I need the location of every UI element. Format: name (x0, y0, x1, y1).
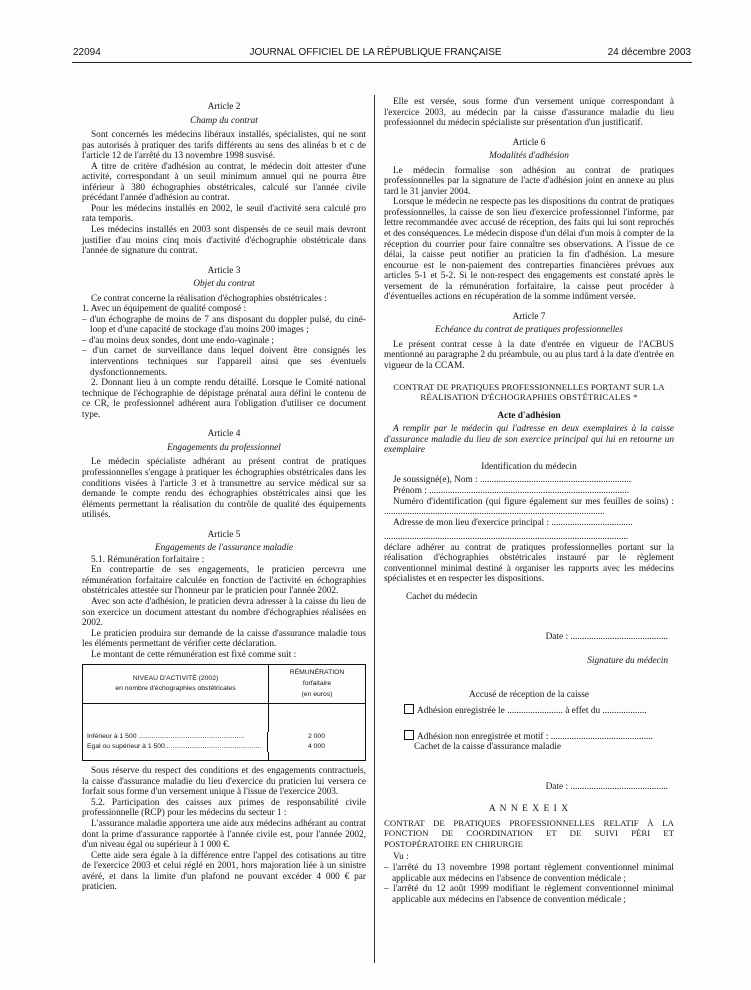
paragraph: Le présent contrat cesse à la date d'entrée en vigueur de l'ACBUS mentionné au paragraphe 2 du préambule, ou au plus tard à la date d'entrée en vigueur de la CCAM. (384, 339, 674, 372)
paragraph: Elle est versée, sous forme d'un versement unique correspondant à l'exercice 2003, au médecin par la caisse d'assurance maladie du lieu professionnel du médecin spécialiste sur présentation d'un justificatif. (384, 97, 674, 129)
doctor-stamp-label: Cachet du médecin (406, 591, 478, 602)
journal-title: JOURNAL OFFICIEL DE LA RÉPUBLIQUE FRANÇAISE (249, 47, 502, 58)
annex-title: A N N E X E I X (488, 804, 570, 815)
article-6-title: Article 6 (512, 137, 546, 148)
paragraph: Le médecin formalise son adhésion au contrat de pratiques professionnelles par la signature de l'acte d'adhésion joint en annexe au plus tard le 31 janvier 2004. (384, 165, 674, 197)
paragraph: 5.1. Rémunération forfaitaire : (91, 554, 205, 565)
table-cell-level: Egal ou supérieur à 1 500................................................... (83, 742, 268, 752)
article-3-title: Article 3 (207, 265, 241, 276)
list-item: – l'arrêté du 13 novembre 1998 portant règlement conventionnel minimal applicable aux médecins en l'absence de convention médicale ; (384, 862, 674, 884)
header-text: NIVEAU D'ACTIVITÉ (2002) (132, 674, 219, 682)
registered-label: Adhésion enregistrée le ........................ à effet du ................... (417, 706, 647, 717)
contract-title: CONTRAT DE PRATIQUES PROFESSIONNELLES PORTANT SUR LA RÉALISATION D'ÉCHOGRAPHIES OBSTÉTRICALES * (393, 381, 665, 403)
table-cell-level: Inférieur à 1 500 ........................................................ (83, 732, 268, 742)
column-divider (374, 95, 375, 963)
table-header (83, 665, 365, 704)
table-row (83, 742, 365, 752)
blank-line: ......................................................................................................... (384, 532, 629, 543)
issue-date: 24 décembre 2003 (607, 47, 691, 58)
header-text: forfaitaire (302, 679, 332, 687)
right-column (384, 97, 674, 905)
paragraph: 1. Avec un équipement de qualité composé : (82, 304, 247, 315)
header-text: (en euros) (301, 690, 333, 698)
article-2-title: Article 2 (207, 102, 241, 112)
paragraph: 2. Donnant lieu à un compte rendu détaillé. Lorsque le Comité national technique de l'échographie de dépistage prénatal aura défini le contenu de ce CR, le professionnel adhérent aura l'obligation d'utiliser ce document type. (82, 378, 366, 420)
header-remuneration (269, 668, 365, 700)
paragraph: L'assurance maladie apportera une aide aux médecins adhérant au contrat dont la prime d'assurance rapportée à l'année civile est, pour l'année 2002, d'un niveau égal ou supérieur à 1 000 €. (82, 818, 366, 851)
article-6-subtitle: Modalités d'adhésion (489, 151, 569, 162)
list-item: – d'un carnet de surveillance dans lequel doivent être consignés les interventions techniques sur l'appareil ainsi que ses éventuels dysfonctionnements. (82, 346, 366, 378)
table-spacer (83, 752, 365, 760)
date-field: Date : .......................................... (545, 632, 668, 643)
acte-instructions: A remplir par le médecin qui l'adresse en deux exemplaires à la caisse d'assurance maladie du lieu de son exercice principal qui lui en retourne un exemplaire (384, 424, 674, 456)
article-7-subtitle: Echéance du contrat de pratiques professionnelles (435, 325, 623, 336)
not-registered-label: Adhésion non enregistrée et motif : ............................................ (417, 731, 654, 742)
header-rule (72, 62, 692, 63)
article-5-title: Article 5 (207, 529, 241, 540)
paragraph: Pour les médecins installés en 2002, le seuil d'activité sera calculé pro rata temporis. (82, 203, 366, 225)
acte-title: Acte d'adhésion (497, 410, 561, 421)
not-registered-option (384, 730, 674, 743)
receipt-title: Accusé de réception de la caisse (468, 689, 590, 700)
header-text: RÉMUNÉRATION (289, 669, 345, 677)
article-5-subtitle: Engagements de l'assurance maladie (154, 543, 294, 554)
paragraph: Avec son acte d'adhésion, le praticien devra adresser à la caisse du lieu de son exercice un document attestant du nombre d'échographies réalisées en 2002. (82, 596, 366, 629)
list-item: – d'un échographe de moins de 7 ans disposant du doppler pulsé, du ciné-loop et d'une capacité de stockage d'au moins 200 images ; (82, 314, 366, 336)
address-field: Adresse de mon lieu d'exercice principal : ................................... (393, 517, 633, 528)
doctor-signature-label: Signature du médecin (587, 655, 668, 666)
paragraph: Ce contrat concerne la réalisation d'échographies obstétricales : (91, 293, 327, 304)
paragraph: Cette aide sera égale à la différence entre l'appel des cotisations au titre de l'exercice 2003 et celui réglé en 2001, hors majoration liée à un sinistre avéré, et dans la limite d'un plafond ne pouvant excéder 4 000 € par praticien. (82, 850, 366, 893)
header-text: en nombre d'échographies obstétricales (115, 685, 236, 693)
remuneration-table (82, 664, 366, 761)
header-activity-level (83, 665, 269, 703)
page-number: 22094 (73, 47, 101, 58)
article-3-subtitle: Objet du contrat (193, 279, 255, 290)
article-2-subtitle: Champ du contrat (190, 115, 258, 126)
not-registered-checkbox (404, 730, 414, 740)
paragraph: Le montant de cette rémunération est fixé comme suit : (91, 649, 297, 660)
paragraph: Le médecin spécialiste adhérant au présent contrat de pratiques professionnelles s'engage à pratiquer les échographies obstétricales dans les conditions visées à l'article 3 et à transmettre au service médical sur sa demande le compte rendu des échographies obstétricales ainsi que les éléments permettant la réalisation du contrôle de qualité des équipements utilisés. (82, 457, 366, 521)
vu-label: Vu : (393, 852, 409, 863)
paragraph: Le praticien produira sur demande de la caisse d'assurance maladie tous les éléments permettant de vérifier cette déclaration. (82, 628, 366, 650)
paragraph: Lorsque le médecin ne respecte pas les dispositions du contrat de pratiques professionnelles, la caisse de son lieu d'exercice professionnel l'informe, par lettre recommandée avec accusé de réception, des faits qui lui sont reprochés et des conséquences. Le médecin dispose d'un délai d'un mois à compter de la réception du courrier pour faire connaître ses observations. A l'issue de ce délai, la caisse peut notifier au praticien la fin d'adhésion. La mesure encourue est le non-paiement des contreparties financières prévues aux articles 5-1 et 5-2. Si le non-respect des engagements est constaté après le versement de la rémunération forfaitaire, la caisse peut procéder à d'éventuelles actions en récupération de la somme indûment versée. (384, 197, 674, 303)
fund-stamp-label: Cachet de la caisse d'assurance maladie (414, 742, 561, 753)
firstname-field: Prénom : ...................................................................................... (393, 485, 630, 496)
registered-option (384, 704, 674, 717)
paragraph: 5.2. Participation des caisses aux primes de responsabilité civile professionnelle (RCP) pour les médecins du secteur 1 : (82, 797, 366, 819)
page-header (0, 47, 751, 61)
date-field: Date : .......................................... (545, 781, 668, 792)
annex-contract-title: CONTRAT DE PRATIQUES PROFESSIONNELLES RELATIF À LA FONCTION DE COORDINATION ET DE SUIVI PÉRI ET POSTOPÉRATOIRE EN CHIRURGIE (384, 817, 674, 849)
paragraph: A titre de critère d'adhésion au contrat, le médecin doit attester d'une activité, correspondant à un seuil minimum annuel qui ne pourra être inférieur à 380 échographies obstétricales, calculé sur l'année civile précédant l'année d'adhésion au contrat. (82, 161, 366, 204)
paragraph: Sont concernés les médecins libéraux installés, spécialistes, qui ne sont pas autorisés à pratiquer des tarifs différents au sens des alinéas b et c de l'article 12 de l'arrêté du 13 novembre 1998 susvisé. (82, 130, 366, 162)
paragraph: Sous réserve du respect des conditions et des engagements contractuels, la caisse d'assurance maladie du lieu d'exercice du praticien lui versera ce forfait sous forme d'un versement unique à l'issue de l'exercice 2003. (82, 766, 366, 798)
left-column (82, 97, 366, 893)
list-item: – d'au moins deux sondes, dont une endo-vaginale ; (82, 335, 274, 346)
identification-number-field: Numéro d'identification (qui figure également sur mes feuilles de soins) : ............................................................................................... (384, 496, 674, 518)
name-field: Je soussigné(e), Nom : ................................................................. (393, 475, 632, 486)
table-cell-amount: 2 000 (307, 733, 325, 741)
paragraph: Les médecins installés en 2003 sont dispensés de ce seuil mais devront justifier d'au moins cinq mois d'activité d'échographie obstétricale dans l'année de signature du contrat. (82, 225, 366, 257)
article-4-title: Article 4 (207, 429, 241, 440)
identification-title: Identification du médecin (481, 461, 577, 472)
declaration: déclare adhérer au contrat de pratiques professionnelles portant sur la réalisation d'échographies obstétricales instauré par le règlement conventionnel minimal destiné à organiser les rapports avec les médecins spécialistes et en respecter les dispositions. (384, 542, 674, 585)
table-spacer (83, 704, 365, 732)
paragraph: En contrepartie de ses engagements, le praticien percevra une rémunération forfaitaire calculée en fonction de l'activité en échographies obstétricales attestée sur l'honneur par le praticien pour l'année 2002. (82, 565, 366, 597)
table-row (83, 732, 365, 742)
registered-checkbox (404, 704, 414, 714)
list-item: – l'arrêté du 12 août 1999 modifiant le règlement conventionnel minimal applicable aux médecins en l'absence de convention médicale ; (384, 884, 674, 905)
article-7-title: Article 7 (512, 311, 546, 322)
table-cell-amount: 4 000 (307, 743, 325, 751)
article-4-subtitle: Engagements du professionnel (167, 442, 281, 453)
